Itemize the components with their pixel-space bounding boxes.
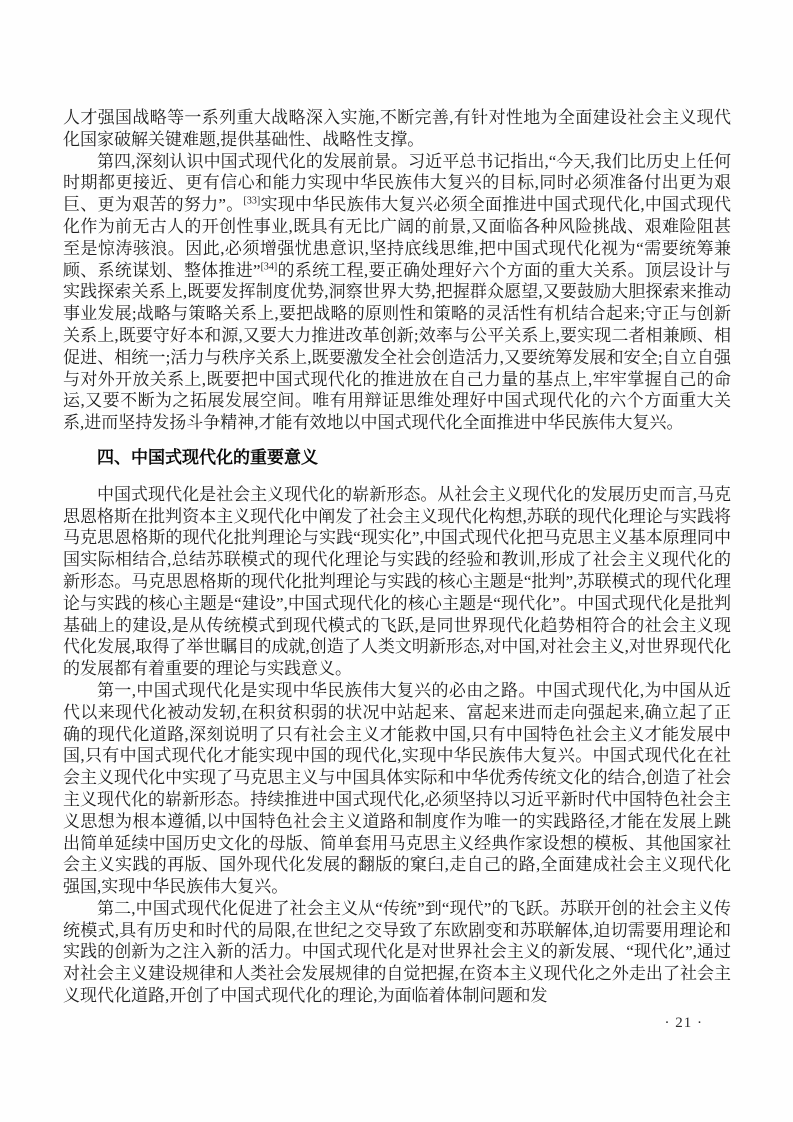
body-paragraph: 中国式现代化是社会主义现代化的崭新形态。从社会主义现代化的发展历史而言,马克思恩格斯在批判资本主义现代化中阐发了社会主义现代化构想,苏联的现代化理论与实践将马克思恩格斯的现代化批判理论与实践“现实化”,中国式现代化把马克思主义基本原理同中国实际相结合,总结苏联模式的现代化理论与实践的经验和教训,形成了社会主义现代化的新形态。马克思恩格斯的现代化批判理论与实践的核心主题是“批判”,苏联模式的现代化理论与实践的核心主题是“建设”,中国式现代化的核心主题是“现代化”。中国式现代化是批判基础上的建设,是从传统模式到现代模式的飞跃,是同世界现代化趋势相符合的社会主义现代化发展,取得了举世瞩目的成就,创造了人类文明新形态,对中国,对社会主义,对世界现代化的发展都有着重要的理论与实践意义。 (63, 484, 731, 679)
section-heading: 四、中国式现代化的重要意义 (97, 447, 318, 467)
page-number: · 21 · (664, 1014, 703, 1031)
body-paragraph: 第四,深刻认识中国式现代化的发展前景。习近平总书记指出,“今天,我们比历史上任何时期都更接近、更有信心和能力实现中华民族伟大复兴的目标,同时必须准备付出更为艰巨、更为艰苦的努力”。[33]实现中华民族伟大复兴必须全面推进中国式现代化,中国式现代化作为前无古人的开创性事业,既具有无比广阔的前景,又面临各种风险挑战、艰难险阻甚至是惊涛骇浪。因此,必须增强忧患意识,坚持底线思维,把中国式现代化视为“需要统筹兼顾、系统谋划、整体推进”[34]的系统工程,要正确处理好六个方面的重大关系。顶层设计与实践探索关系上,既要发挥制度优势,洞察世界大势,把握群众愿望,又要鼓励大胆探索来推动事业发展;战略与策略关系上,要把战略的原则性和策略的灵活性有机结合起来;守正与创新关系上,既要守好本和源,又要大力推进改革创新;效率与公平关系上,要实现二者相兼顾、相促进、相统一;活力与秩序关系上,既要激发全社会创造活力,又要统筹发展和安全;自立自强与对外开放关系上,既要把中国式现代化的推进放在自己力量的基点上,牢牢掌握自己的命运,又要不断为之拓展发展空间。唯有用辩证思维处理好中国式现代化的六个方面重大关系,进而坚持发扬斗争精神,才能有效地以中国式现代化全面推进中华民族伟大复兴。 (63, 151, 731, 433)
page-footer (63, 1007, 731, 1032)
footnote-ref: [34] (260, 260, 278, 272)
body-paragraph: 人才强国战略等一系列重大战略深入实施,不断完善,有针对性地为全面建设社会主义现代化国家破解关键难题,提供基础性、战略性支撑。 (63, 108, 731, 149)
body-paragraph: 第一,中国式现代化是实现中华民族伟大复兴的必由之路。中国式现代化,为中国从近代以来现代化被动发轫,在积贫积弱的状况中站起来、富起来进而走向强起来,确立起了正确的现代化道路,深刻说明了只有社会主义才能救中国,只有中国特色社会主义才能发展中国,只有中国式现代化才能实现中国的现代化,实现中华民族伟大复兴。中国式现代化在社会主义现代化中实现了马克思主义与中国具体实际和中华优秀传统文化的结合,创造了社会主义现代化的崭新形态。持续推进中国式现代化,必须坚持以习近平新时代中国特色社会主义思想为根本遵循,以中国特色社会主义道路和制度作为唯一的实践路径,才能在发展上跳出简单延续中国历史文化的母版、简单套用马克思主义经典作家设想的模板、其他国家社会主义实践的再版、国外现代化发展的翻版的窠臼,走自己的路,全面建成社会主义现代化强国,实现中华民族伟大复兴。 (63, 680, 731, 897)
body-paragraph: 第二,中国式现代化促进了社会主义从“传统”到“现代”的飞跃。苏联开创的社会主义传统模式,具有历史和时代的局限,在世纪之交导致了东欧剧变和苏联解体,迫切需要用理论和实践的创新为之注入新的活力。中国式现代化是对世界社会主义的新发展、“现代化”,通过对社会主义建设规律和人类社会发展规律的自觉把握,在资本主义现代化之外走出了社会主义现代化道路,开创了中国式现代化的理论,为面临着体制问题和发 (63, 898, 731, 1006)
document-body (63, 107, 731, 1007)
footnote-ref: [33] (243, 195, 261, 207)
